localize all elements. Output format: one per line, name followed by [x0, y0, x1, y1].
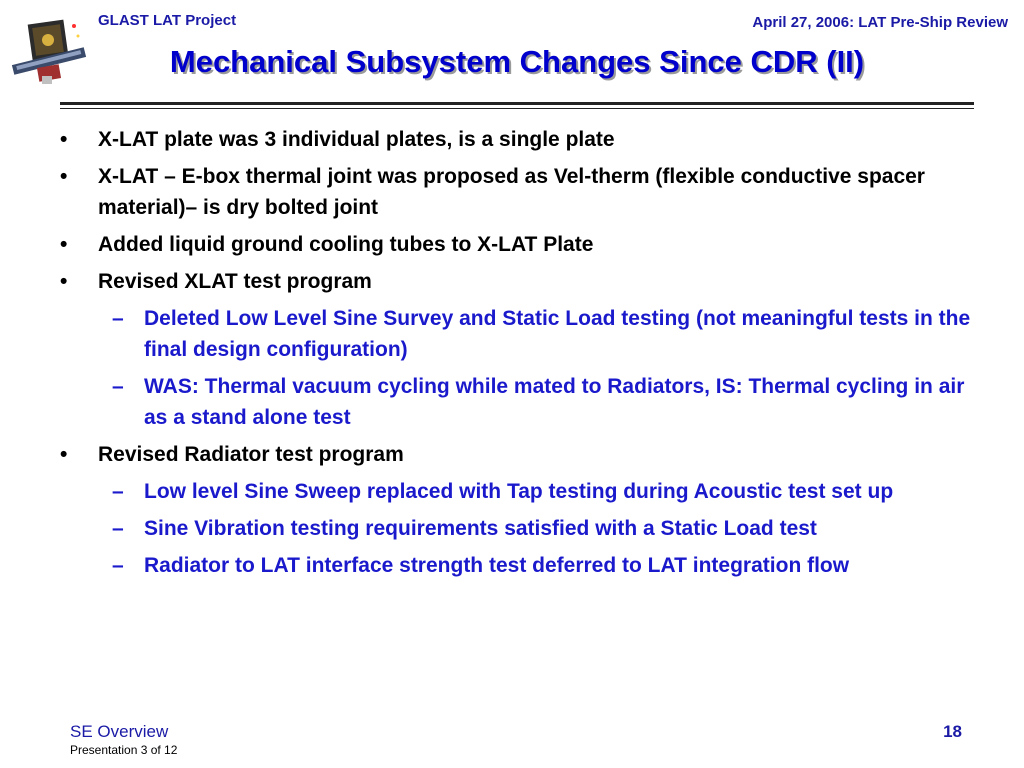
title-rule: [60, 102, 974, 105]
bullet-text: Revised Radiator test program: [98, 443, 404, 466]
sub-bullet-text: Sine Vibration testing requirements satisfied with a Static Load test: [144, 517, 817, 540]
sub-bullet-item: [58, 476, 978, 507]
footer-presentation: Presentation 3 of 12: [70, 743, 178, 757]
bullet-item: [58, 124, 978, 155]
footer-section: SE Overview: [70, 722, 169, 741]
project-name: GLAST LAT Project: [98, 12, 237, 29]
bullet-item: [58, 439, 978, 470]
bullet-text: X-LAT – E-box thermal joint was proposed as Vel-therm (flexible conductive spacer material)– is dry bolted joint: [98, 165, 925, 219]
sub-bullet-mark: –: [112, 517, 124, 540]
bullet-text: Added liquid ground cooling tubes to X-LAT Plate: [98, 233, 594, 256]
review-date: April 27, 2006: LAT Pre-Ship Review: [752, 14, 1008, 31]
sub-bullet-mark: –: [112, 375, 124, 398]
bullet-mark: •: [60, 165, 68, 188]
bullet-mark: •: [60, 443, 68, 466]
bullet-text: X-LAT plate was 3 individual plates, is a single plate: [98, 128, 615, 151]
bullet-text: Revised XLAT test program: [98, 270, 372, 293]
sub-bullet-mark: –: [112, 480, 124, 503]
bullet-mark: •: [60, 233, 68, 256]
sub-bullet-text: WAS: Thermal vacuum cycling while mated to Radiators, IS: Thermal cycling in air as a stand alone test: [144, 375, 965, 429]
bullet-mark: •: [60, 128, 68, 151]
sub-bullet-text: Deleted Low Level Sine Survey and Static Load testing (not meaningful tests in the final design configuration): [144, 307, 971, 361]
page-number: 18: [943, 722, 962, 741]
sub-bullet-mark: –: [112, 307, 124, 330]
sub-bullet-text: Radiator to LAT interface strength test deferred to LAT integration flow: [144, 554, 850, 577]
bullet-item: [58, 161, 978, 223]
bullet-item: [58, 266, 978, 297]
slide-title: Mechanical Subsystem Changes Since CDR (II): [169, 44, 865, 79]
sub-bullet-mark: –: [112, 554, 124, 577]
title-rule-thin: [60, 108, 974, 109]
slide-content: [58, 124, 978, 587]
sub-bullet-item: [58, 513, 978, 544]
bullet-mark: •: [60, 270, 68, 293]
sub-bullet-item: [58, 303, 978, 365]
sub-bullet-text: Low level Sine Sweep replaced with Tap testing during Acoustic test set up: [144, 480, 894, 503]
sub-bullet-item: [58, 371, 978, 433]
bullet-item: [58, 229, 978, 260]
sub-bullet-item: [58, 550, 978, 581]
